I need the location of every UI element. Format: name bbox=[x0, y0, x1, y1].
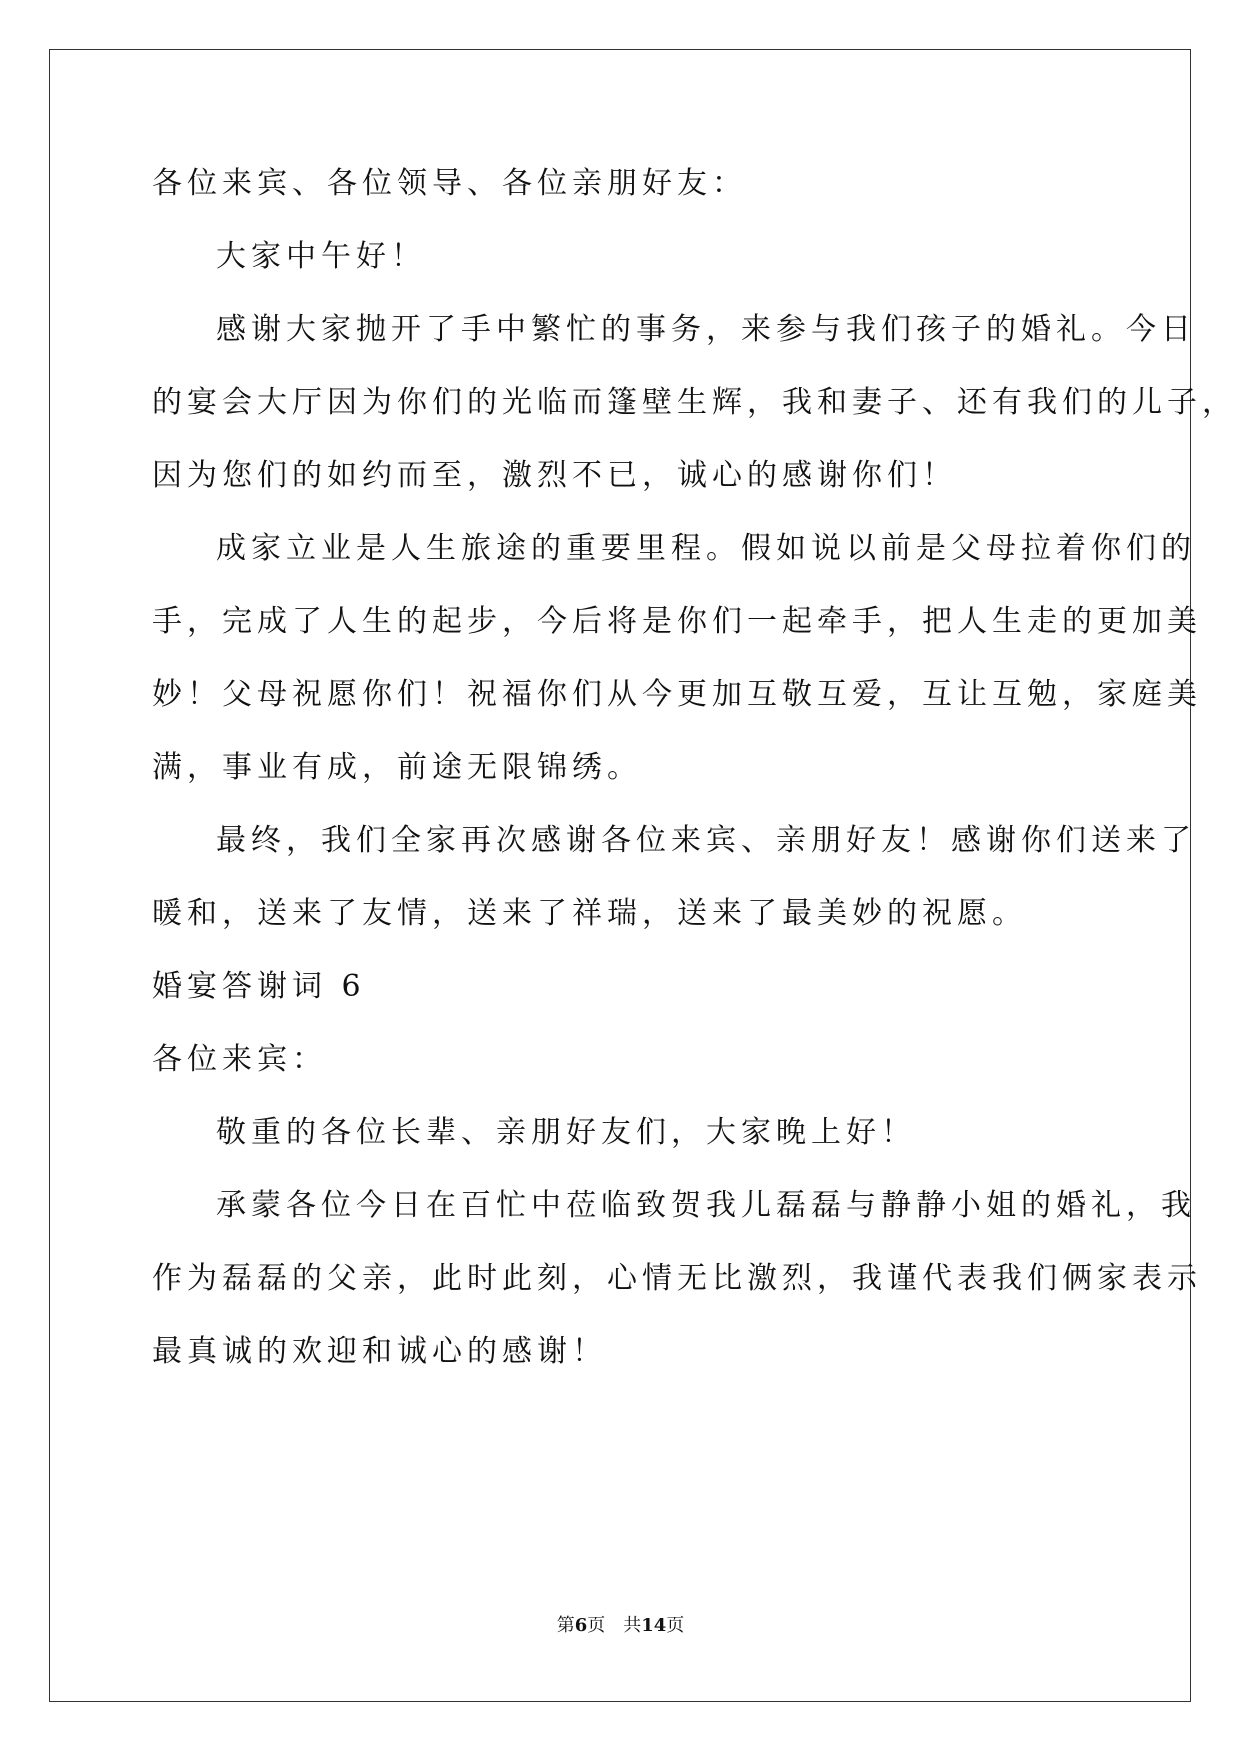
paragraph-line: 妙！父母祝愿你们！祝福你们从今更加互敬互爱，互让互勉，家庭美 bbox=[152, 677, 1202, 712]
page-footer bbox=[0, 1614, 1241, 1638]
greeting-line: 大家中午好！ bbox=[216, 239, 426, 274]
paragraph-line: 的宴会大厅因为你们的光临而篷壁生辉，我和妻子、还有我们的儿子， bbox=[152, 385, 1237, 420]
paragraph-line: 成家立业是人生旅途的重要里程。假如说以前是父母拉着你们的 bbox=[216, 531, 1196, 566]
salutation-line: 各位来宾、各位领导、各位亲朋好友： bbox=[152, 166, 747, 201]
footer-middle: 页 共 bbox=[587, 1615, 642, 1636]
paragraph-line: 感谢大家抛开了手中繁忙的事务，来参与我们孩子的婚礼。今日 bbox=[216, 312, 1196, 347]
paragraph-line: 承蒙各位今日在百忙中莅临致贺我儿磊磊与静静小姐的婚礼，我 bbox=[216, 1188, 1196, 1223]
section-heading: 婚宴答谢词 6 bbox=[152, 969, 366, 1004]
total-page-number: 14 bbox=[641, 1615, 667, 1636]
paragraph-line: 最真诚的欢迎和诚心的感谢！ bbox=[152, 1334, 607, 1369]
current-page-number: 6 bbox=[574, 1615, 588, 1636]
page-border bbox=[49, 49, 1191, 1702]
paragraph-line: 暖和，送来了友情，送来了祥瑞，送来了最美妙的祝愿。 bbox=[152, 896, 1027, 931]
paragraph-line: 手，完成了人生的起步，今后将是你们一起牵手，把人生走的更加美 bbox=[152, 604, 1202, 639]
salutation-line: 各位来宾： bbox=[152, 1042, 327, 1077]
greeting-line: 敬重的各位长辈、亲朋好友们，大家晚上好！ bbox=[216, 1115, 916, 1150]
footer-prefix: 第 bbox=[556, 1615, 575, 1636]
paragraph-line: 作为磊磊的父亲，此时此刻，心情无比激烈，我谨代表我们俩家表示 bbox=[152, 1261, 1202, 1296]
paragraph-line: 因为您们的如约而至，激烈不已，诚心的感谢你们！ bbox=[152, 458, 957, 493]
footer-suffix: 页 bbox=[666, 1615, 685, 1636]
paragraph-line: 满，事业有成，前途无限锦绣。 bbox=[152, 750, 642, 785]
paragraph-line: 最终，我们全家再次感谢各位来宾、亲朋好友！感谢你们送来了 bbox=[216, 823, 1196, 858]
